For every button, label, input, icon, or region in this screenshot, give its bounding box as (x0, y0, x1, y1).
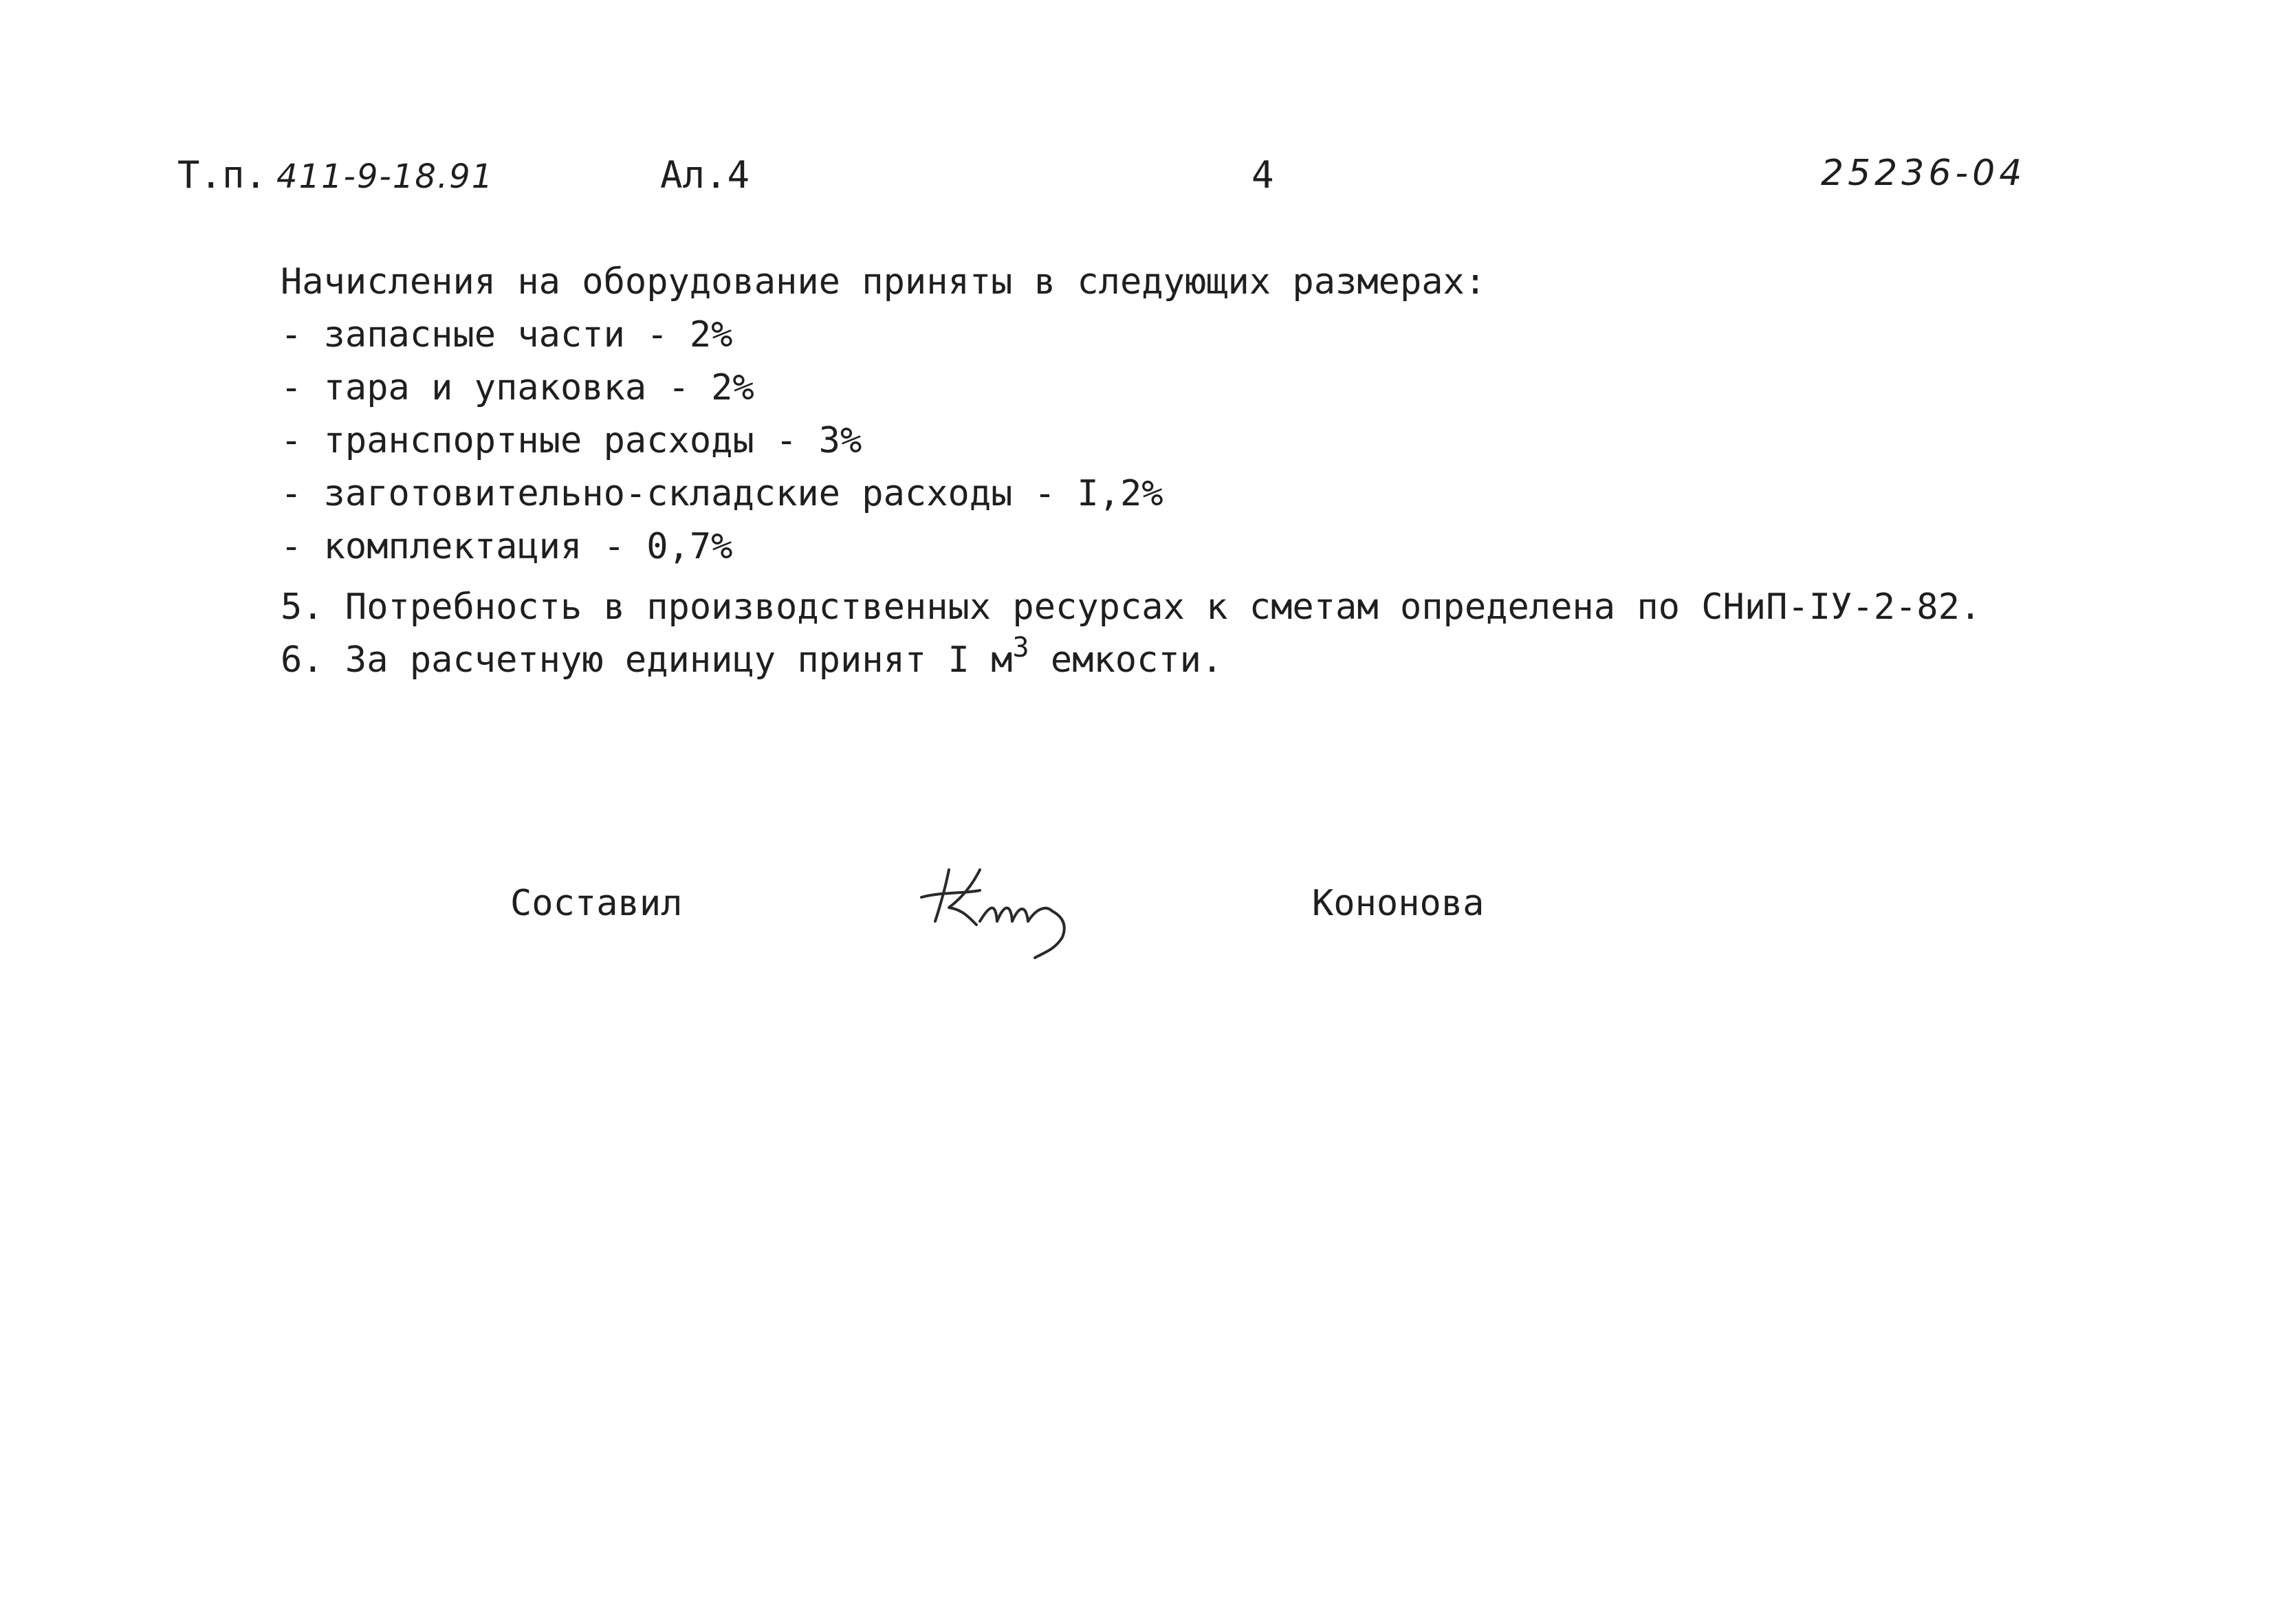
page-number: 4 (1251, 153, 1274, 197)
paragraph-6-tail: емкости. (1029, 639, 1223, 681)
album-number: Ал.4 (660, 153, 750, 197)
project-number (177, 153, 494, 197)
signature-image (915, 856, 1093, 959)
list-item: - заготовительно-складские расходы - I,2% (281, 473, 1163, 514)
document-body (281, 256, 1981, 687)
paragraph-6 (281, 634, 1981, 687)
list-item: - тара и упаковка - 2% (281, 367, 754, 408)
spacer (281, 573, 1981, 581)
compiled-by-label: Составил (510, 883, 683, 924)
paragraph-6-text: 6. За расчетную единицу принят I м (281, 639, 1013, 681)
document-code: 25236-04 (1821, 153, 2026, 194)
intro-text: Начисления на оборудование приняты в следующих размерах: (281, 261, 1487, 303)
paragraph-5: 5. Потребность в производственных ресурсах к сметам определена по СНиП-IУ-2-82. (281, 586, 1982, 628)
project-label: Т.п. (177, 153, 267, 197)
superscript: 3 (1012, 632, 1029, 663)
project-number-handwritten: 411-9-18.91 (276, 157, 494, 196)
list-item: - транспортные расходы - 3% (281, 420, 862, 461)
list-item: - комплектация - 0,7% (281, 526, 733, 567)
compiler-name: Кононова (1312, 883, 1485, 924)
list-item: - запасные части - 2% (281, 314, 733, 355)
